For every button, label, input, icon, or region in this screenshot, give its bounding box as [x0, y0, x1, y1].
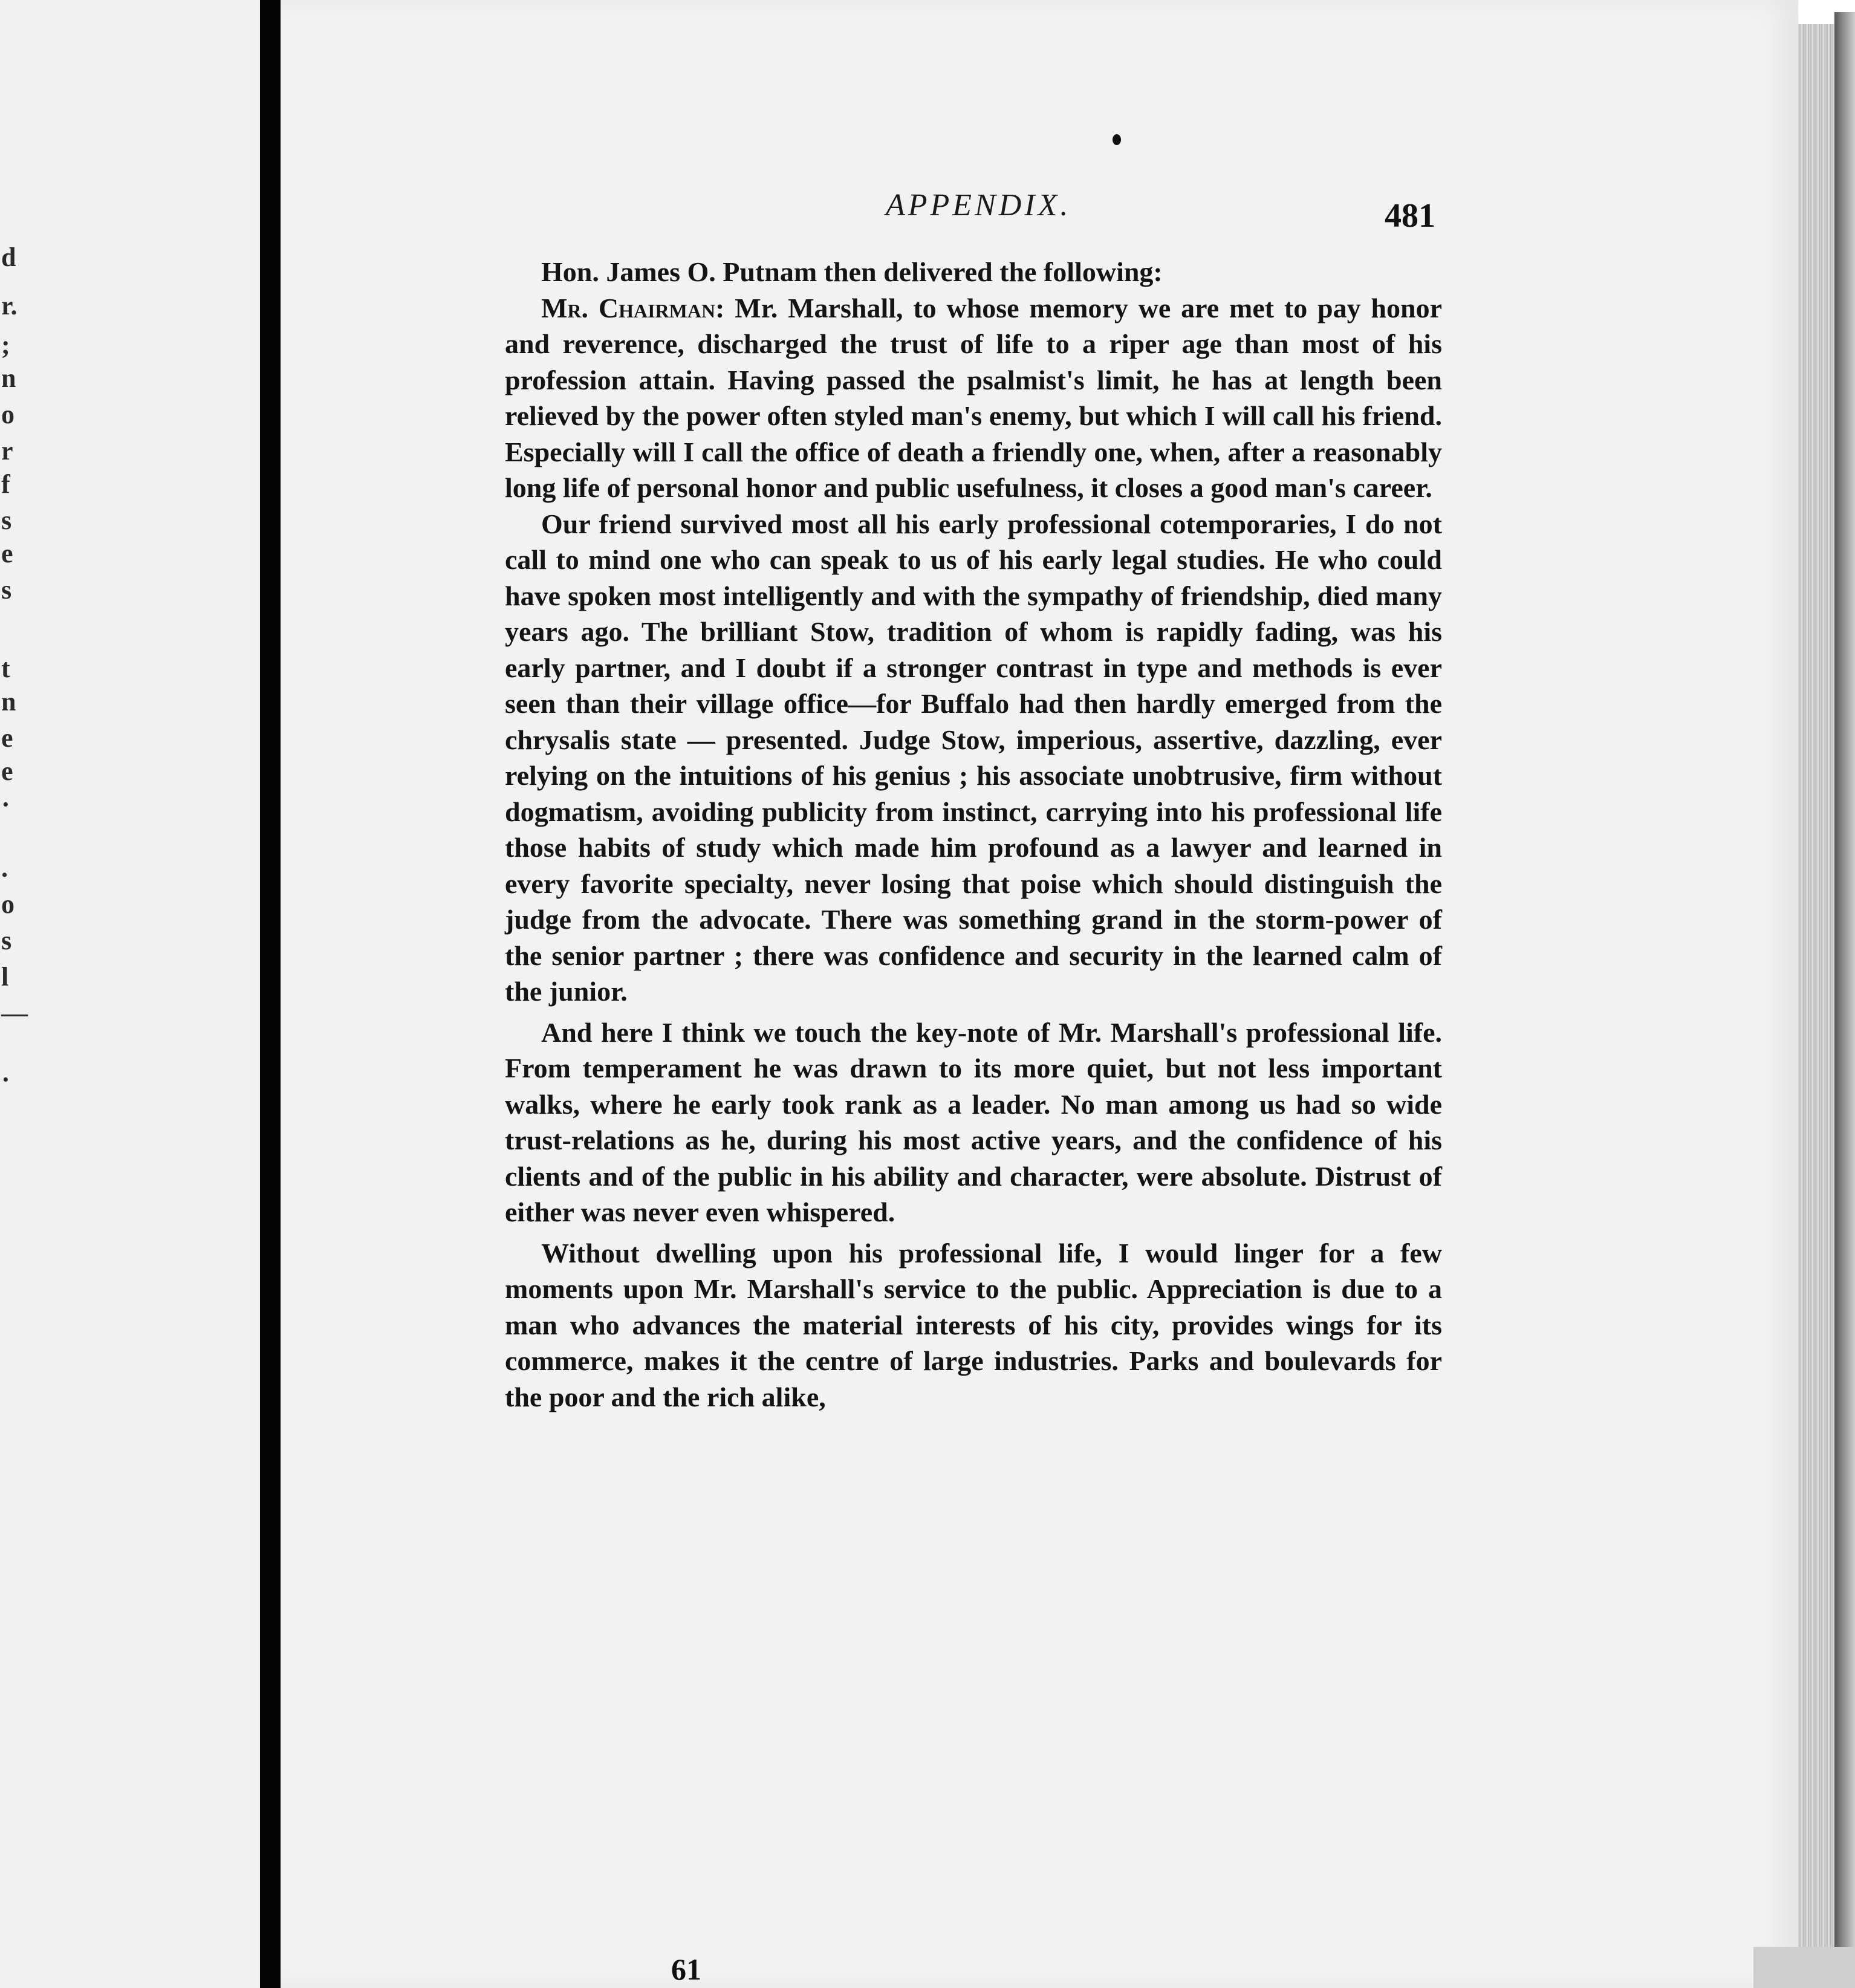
- facing-page-edge-char: n: [1, 363, 16, 393]
- facing-page-edge-char: d: [1, 242, 16, 272]
- page-number: 481: [1385, 197, 1435, 235]
- facing-page-edge-char: .: [1, 853, 8, 883]
- speech-paragraph-4: Without dwelling upon his professional life, I would linger for a few moments upon Mr. Marshall's service to the public. Appreciation is due to a man who advances the material interests of his city, provides wings for its commerce, makes it the centre of large industries. Parks and boulevards for the poor and the rich alike,: [505, 1237, 1442, 1412]
- page-corner: [1753, 1947, 1855, 1988]
- running-head: APPENDIX.: [886, 188, 1071, 223]
- facing-page-edge-char: n: [1, 687, 16, 716]
- facing-page-edge-char: ;: [1, 330, 10, 360]
- facing-page-edge-char: e: [1, 539, 13, 568]
- facing-page-left: [0, 0, 260, 1988]
- facing-page-edge-text: [0, 0, 28, 1988]
- facing-page-edge-char: s: [1, 505, 12, 535]
- speech-paragraph-1: [505, 290, 1442, 506]
- facing-page-edge-char: t: [1, 654, 10, 683]
- facing-page-edge-char: s: [1, 575, 12, 605]
- speech-paragraph-1-text: Mr. Marshall, to whose memory we are met to pay honor and reverence, discharged the trust of life to a riper age than most of his profession attain. Having passed the psalmist's limit, he has at length been relieved by the power often styled man's enemy, but which I will call his friend. Especially will I call the office of death a friendly one, when, after a reasonably long life of personal honor and public usefulness, it closes a good man's career.: [505, 292, 1442, 503]
- speech-paragraph-2: Our friend survived most all his early professional cotemporaries, I do not call to mind one who can speak to us of his early legal studies. He who could have spoken most intelligently and with the sympathy of friendship, died many years ago. The brilliant Stow, tradition of whom is rapidly fading, was his early partner, and I doubt if a stronger contrast in type and methods is ever seen than their village office—for Buffalo had then hardly emerged from the chrysalis state — presented. Judge Stow, imperious, assertive, dazzling, ever relying on the intuitions of his genius ; his associate unobtrusive, firm without dogmatism, avoiding publicity from instinct, carrying into his professional life those habits of study which made him profound as a lawyer and learned in every favorite specialty, never losing that poise which should distinguish the judge from the advocate. There was something grand in the storm-power of the senior partner ; there was confidence and security in the learned calm of the junior.: [505, 508, 1442, 1007]
- facing-page-edge-char: ·: [1, 1065, 10, 1094]
- facing-page-edge-char: f: [1, 469, 10, 499]
- salutation: Mr. Chairman:: [541, 292, 725, 323]
- facing-page-edge-char: e: [1, 756, 13, 786]
- signature-mark: 61: [671, 1952, 701, 1986]
- facing-page-edge-char: —: [1, 998, 28, 1028]
- intro-paragraph: Hon. James O. Putnam then delivered the following:: [541, 256, 1163, 287]
- page-edges: [1798, 24, 1834, 1988]
- book-gutter: [260, 0, 281, 1988]
- body-text: [505, 254, 1442, 1415]
- book-edge-shadow: [1834, 12, 1855, 1988]
- facing-page-edge-char: r.: [1, 291, 18, 320]
- facing-page-edge-char: s: [1, 926, 12, 955]
- facing-page-edge-char: e: [1, 723, 13, 753]
- facing-page-edge-char: o: [1, 400, 15, 429]
- facing-page-edge-char: l: [1, 962, 9, 992]
- facing-page-edge-char: o: [1, 889, 15, 919]
- facing-page-edge-char: r: [1, 436, 13, 466]
- facing-page-edge-char: ·: [1, 790, 10, 819]
- speech-paragraph-3: And here I think we touch the key-note of Mr. Marshall's professional life. From temperament he was drawn to its more quiet, but not less important walks, where he early took rank as a leader. No man among us had so wide trust-relations as he, during his most active years, and the confidence of his clients and of the public in his ability and character, were absolute. Distrust of either was never even whispered.: [505, 1016, 1442, 1227]
- printer-mark: [1113, 134, 1121, 145]
